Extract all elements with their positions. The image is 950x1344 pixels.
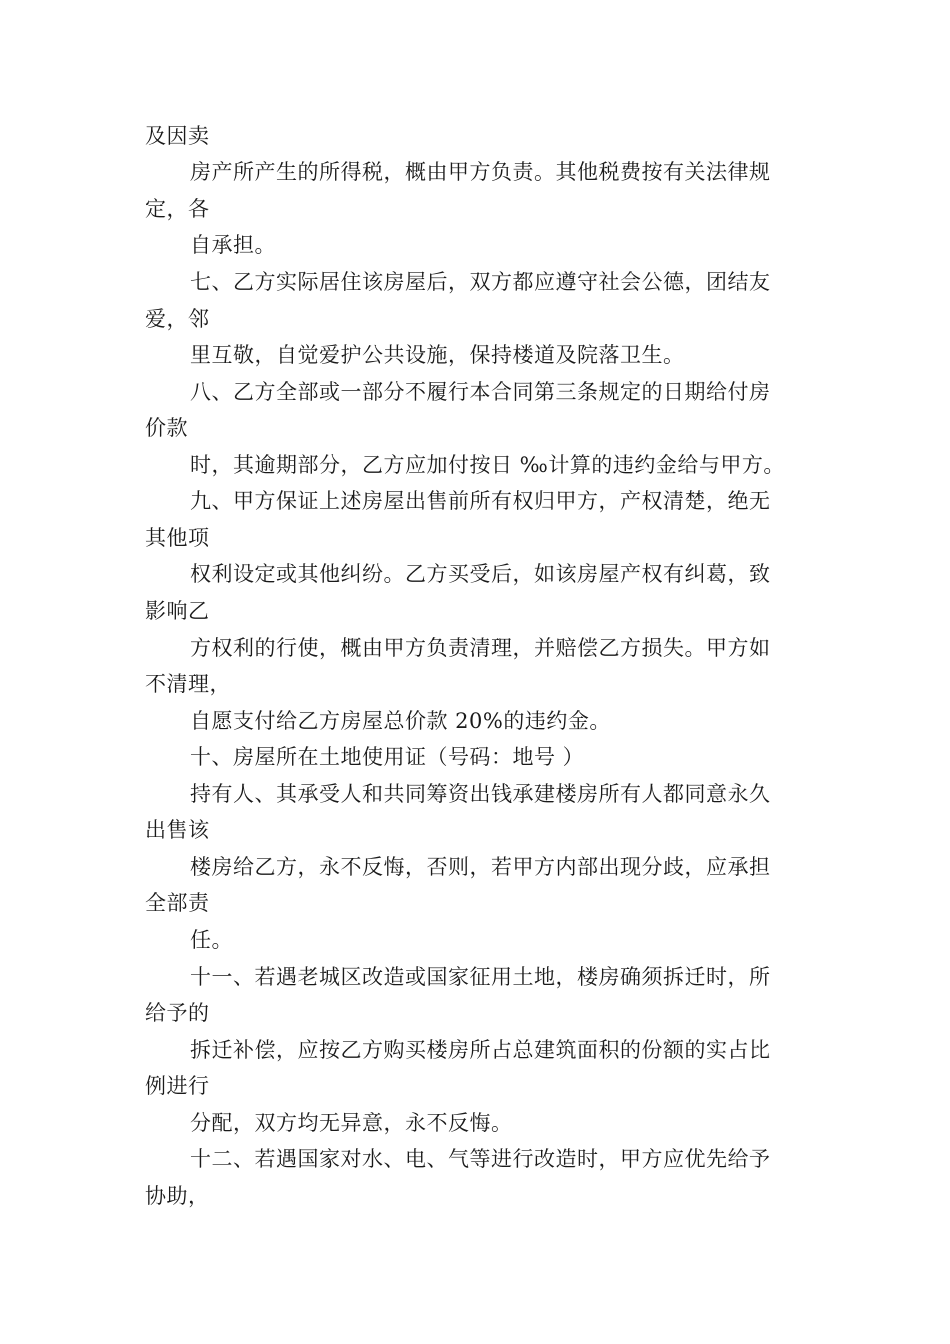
text-line: 爱，邻	[145, 307, 210, 331]
text-line: 定，各	[145, 197, 210, 221]
text-line: 方权利的行使，概由甲方负责清理，并赔偿乙方损失。甲方如	[190, 636, 771, 660]
text-line: 给予的	[145, 1001, 210, 1025]
text-line: 不清理，	[145, 672, 231, 696]
text-line: 十、房屋所在土地使用证（号码：地号 ）	[190, 745, 585, 769]
text-line: 房产所产生的所得税，概由甲方负责。其他税费按有关法律规	[190, 160, 771, 184]
text-line: 其他项	[145, 526, 210, 550]
text-line: 里互敬，自觉爱护公共设施，保持楼道及院落卫生。	[190, 343, 685, 367]
text-line: 协助，	[145, 1184, 210, 1208]
text-line: 例进行	[145, 1074, 210, 1098]
text-line: 分配，双方均无异意，永不反悔。	[190, 1111, 513, 1135]
text-line: 拆迁补偿，应按乙方购买楼房所占总建筑面积的份额的实占比	[190, 1038, 771, 1062]
text-line: 时，其逾期部分，乙方应加付按日 ‰计算的违约金给与甲方。	[190, 453, 785, 477]
text-line: 十二、若遇国家对水、电、气等进行改造时，甲方应优先给予	[190, 1147, 771, 1171]
text-line: 任。	[190, 928, 233, 952]
text-line: 价款	[145, 416, 188, 440]
text-line: 及因卖	[145, 124, 210, 148]
text-line: 持有人、其承受人和共同筹资出钱承建楼房所有人都同意永久	[190, 782, 771, 806]
text-line: 自愿支付给乙方房屋总价款 20%的违约金。	[190, 709, 611, 733]
text-line: 七、乙方实际居住该房屋后，双方都应遵守社会公德，团结友	[190, 270, 771, 294]
text-line: 权利设定或其他纠纷。乙方买受后，如该房屋产权有纠葛，致	[190, 562, 771, 586]
text-line: 影响乙	[145, 599, 210, 623]
text-line: 十一、若遇老城区改造或国家征用土地，楼房确须拆迁时，所	[190, 965, 771, 989]
text-line: 全部责	[145, 891, 210, 915]
text-line: 八、乙方全部或一部分不履行本合同第三条规定的日期给付房	[190, 380, 771, 404]
text-line: 自承担。	[190, 233, 276, 257]
text-line: 出售该	[145, 818, 210, 842]
text-line: 九、甲方保证上述房屋出售前所有权归甲方，产权清楚，绝无	[190, 489, 771, 513]
text-line: 楼房给乙方，永不反悔，否则，若甲方内部出现分歧，应承担	[190, 855, 771, 879]
